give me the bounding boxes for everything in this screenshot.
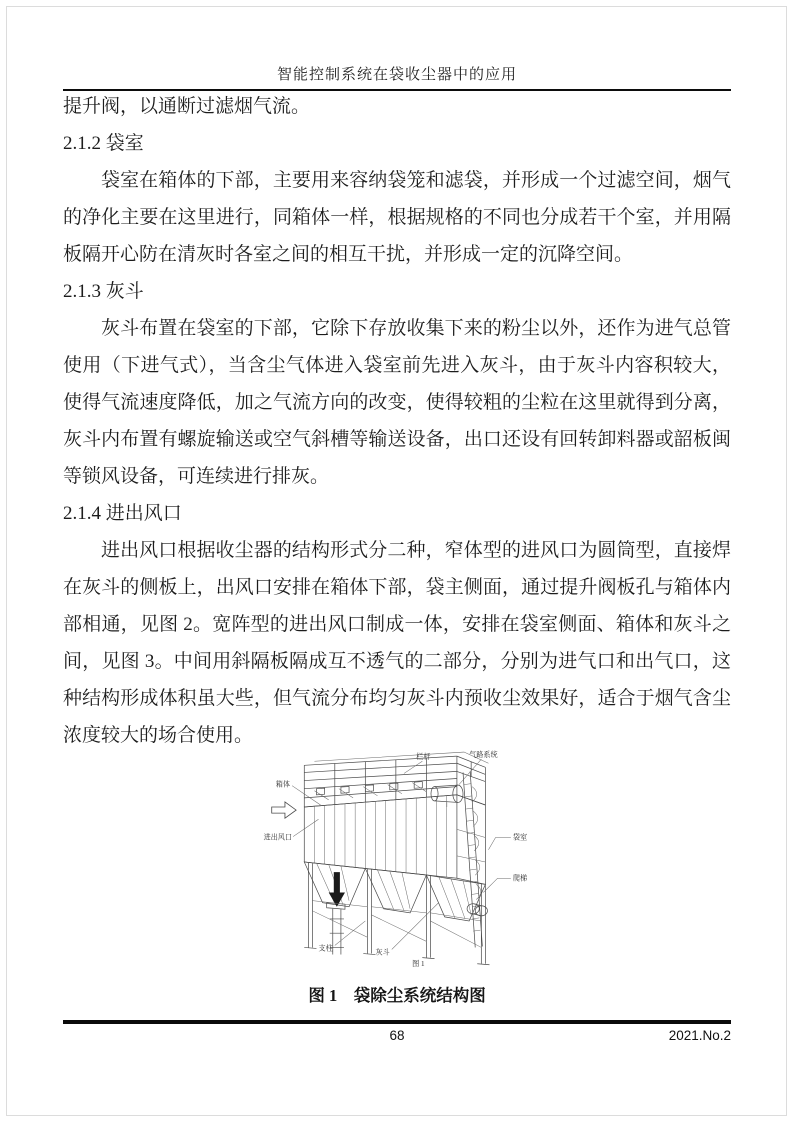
hopper-discharge <box>327 872 345 954</box>
railing-back <box>314 752 488 763</box>
down-flow-arrow <box>329 872 345 907</box>
casing-body <box>304 795 457 878</box>
article-body <box>63 88 731 754</box>
ash-hoppers <box>304 862 485 921</box>
running-title: 智能控制系统在袋收尘器中的应用 <box>276 67 517 83</box>
paragraph: 进出风口根据收尘器的结构形式分二种，窄体型的进风口为圆筒型，直接焊在灰斗的侧板上，出风口安排在箱体下部，袋主侧面，通过提升阀板孔与箱体内部相通，见图 2。宽阵型的进出风口制成一体，安排在袋室侧面、箱体和灰斗之间，见图 3。中间用斜隔板隔成互不透气的二部分，分别为进气口和出气口，这种结构形成体积虽大些，但气流分布均匀灰斗内预收尘效果好，适合于烟气含尘浓度较大的场合使用。 <box>63 540 731 746</box>
label-support-column: 支柱 <box>318 944 333 953</box>
inlet-flow-arrow <box>272 802 296 818</box>
section-heading-2-1-2: 2.1.2 袋室 <box>63 133 144 154</box>
baghouse-structure-diagram <box>262 748 546 980</box>
label-ash-hopper: 灰斗 <box>375 948 390 957</box>
valve-gallery <box>304 771 485 807</box>
figure-caption: 图 1 袋除尘系统结构图 <box>308 986 486 1005</box>
paragraph: 袋室在箱体的下部，主要用来容纳袋笼和滤袋，并形成一个过滤空间，烟气的净化主要在这里进行，同箱体一样，根据规格的不同也分成若干个室，并用隔板隔开心防在清灰时各室之间的相互干扰，并形成一定的沉降空间。 <box>63 170 731 265</box>
footer-rule <box>63 1020 731 1024</box>
label-railing: 栏杆 <box>416 753 431 762</box>
page-number: 68 <box>389 1028 405 1043</box>
label-casing: 箱体 <box>275 780 291 789</box>
label-ladder: 爬梯 <box>512 874 528 883</box>
figure-1 <box>262 748 546 980</box>
figure-inner-number: 图 1 <box>412 959 425 968</box>
section-heading-2-1-4: 2.1.4 进出风口 <box>63 503 182 524</box>
section-heading-2-1-3: 2.1.3 灰斗 <box>63 281 144 302</box>
paragraph: 灰斗布置在袋室的下部，它除下存放收集下来的粉尘以外，还作为进气总管使用（下进气式），当含尘气体进入袋室前先进入灰斗，由于灰斗内容积较大，使得气流速度降低，加之气流方向的改变，使得较粗的尘粒在这里就得到分离，灰斗内布置有螺旋输送或空气斜槽等输送设备，出口还设有回转卸料器或韶板闽等锁风设备，可连续进行排灰。 <box>63 318 731 487</box>
label-bag-chamber: 袋室 <box>512 833 528 842</box>
label-inlet-outlet: 进出风口 <box>263 833 293 842</box>
label-air-piping: 气路系统 <box>469 751 498 760</box>
paragraph: 提升阀，以通断过滤烟气流。 <box>63 96 311 117</box>
issue-number: 2021.No.2 <box>668 1028 731 1043</box>
